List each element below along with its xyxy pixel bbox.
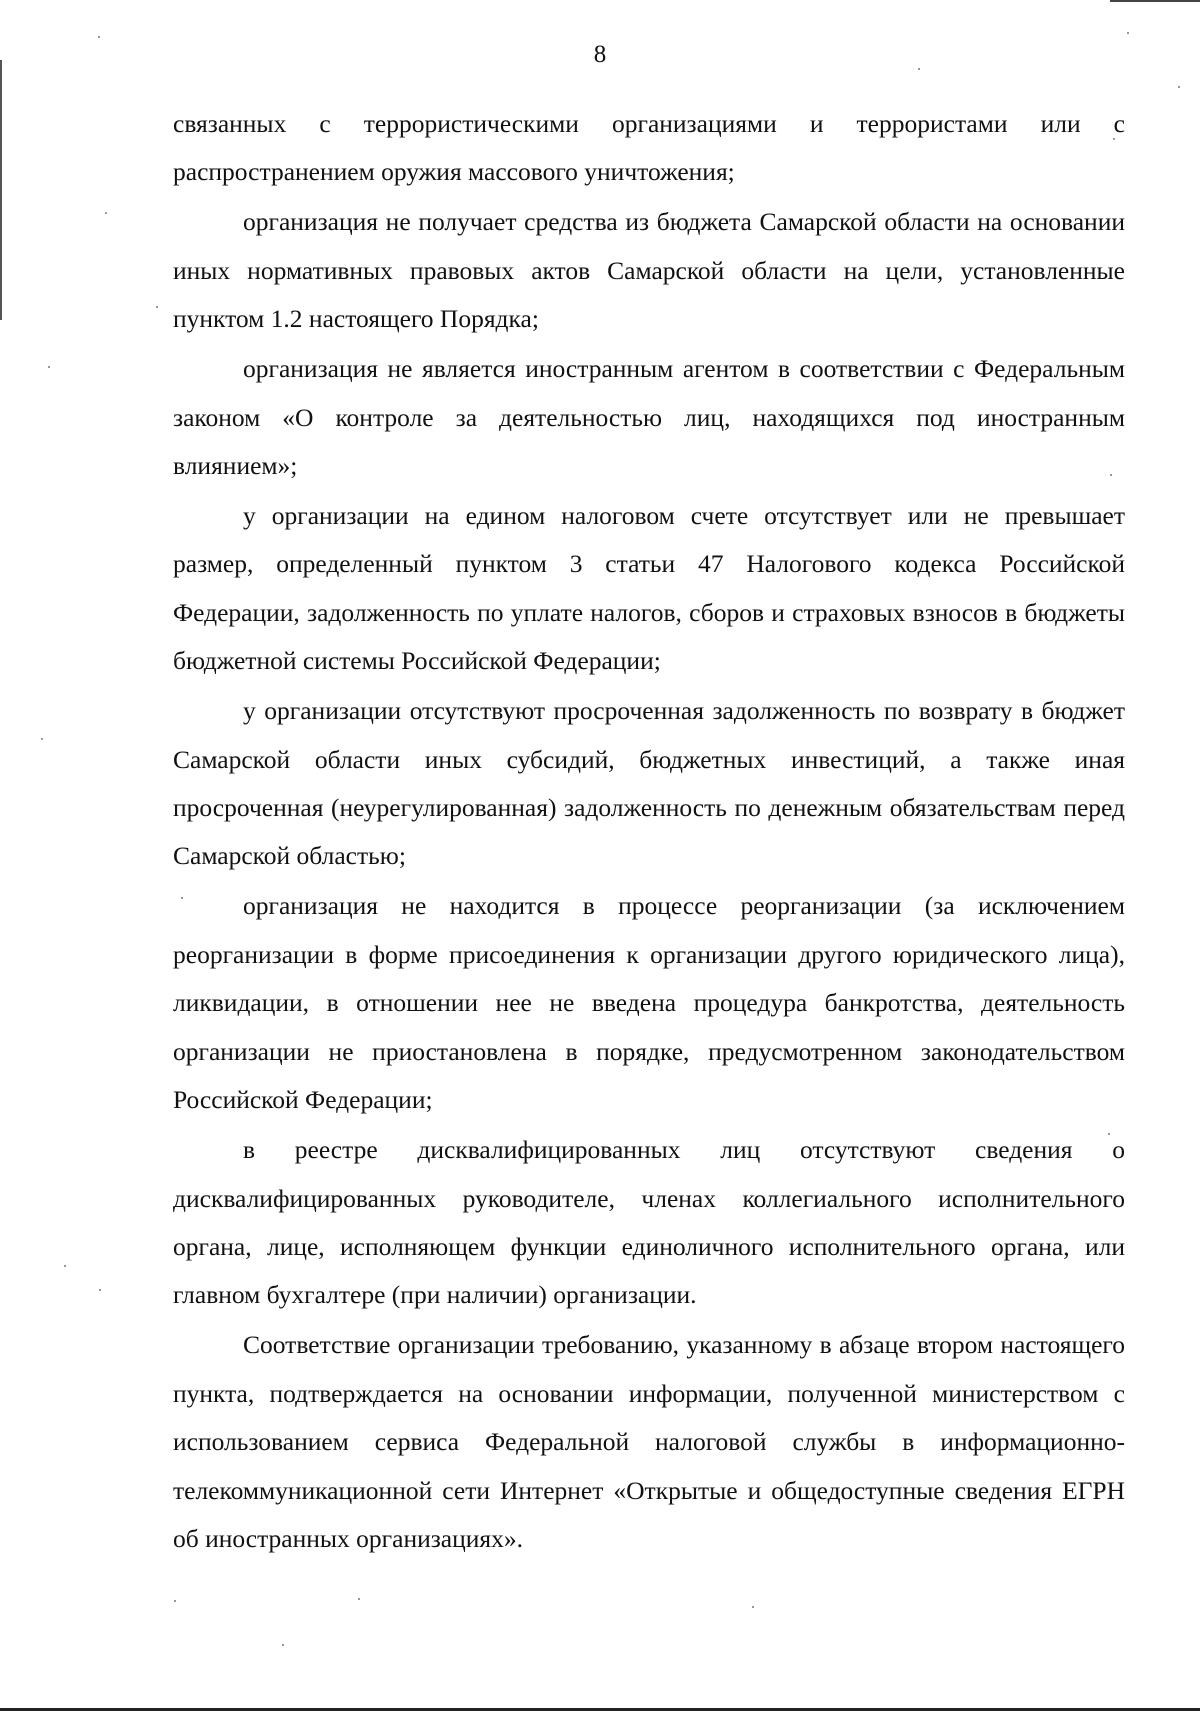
scan-speck bbox=[64, 1265, 66, 1267]
page-number: 8 bbox=[593, 41, 607, 68]
scan-edge-mark bbox=[1110, 0, 1200, 2]
scan-speck bbox=[1178, 86, 1180, 88]
scan-speck bbox=[48, 366, 50, 368]
scan-speck bbox=[181, 897, 183, 899]
scan-speck bbox=[99, 1289, 101, 1291]
scan-speck bbox=[105, 212, 107, 214]
paragraph: у организации отсутствуют просроченная задолженность по возврату в бюджет Самарской области иных субсидий, бюджетных инвестиций, а также иная просроченная (неурегулированная) задолженность по денежным обязательствам перед Самарской областью; bbox=[173, 696, 1125, 871]
scan-edge-mark bbox=[0, 60, 2, 320]
scan-speck bbox=[1110, 474, 1112, 476]
paragraph: организация не получает средства из бюджета Самарской области на основании иных нормативных правовых актов Самарской области на цели, установленные пунктом 1.2 настоящего Порядка; bbox=[173, 207, 1125, 334]
paragraph: связанных с террористическими организациями и террористами или с распространением оружия массового уничтожения; bbox=[173, 109, 1125, 187]
scan-speck bbox=[282, 1644, 284, 1646]
scan-speck bbox=[918, 68, 920, 70]
document-body bbox=[173, 100, 1125, 1565]
scan-speck bbox=[1127, 32, 1129, 34]
paragraph: Соответствие организации требованию, указанному в абзаце втором настоящего пункта, подтверждается на основании информации, полученной министерством с использованием сервиса Федеральной налоговой службы в информационно-телекоммуникационной сети Интернет «Открытые и общедоступные сведения ЕГРН об иностранных организациях». bbox=[173, 1330, 1125, 1553]
paragraph: у организации на едином налоговом счете отсутствует или не превышает размер, определенный пунктом 3 статьи 47 Налогового кодекса Российской Федерации, задолженность по уплате налогов, сборов и страховых взносов в бюджеты бюджетной системы Российской Федерации; bbox=[173, 501, 1125, 676]
scan-speck bbox=[41, 738, 43, 740]
scan-speck bbox=[1108, 1133, 1110, 1135]
paragraph: организация не является иностранным агентом в соответствии с Федеральным законом «О контроле за деятельностью лиц, находящихся под иностранным влиянием»; bbox=[173, 354, 1125, 481]
scan-speck bbox=[1113, 138, 1115, 140]
scan-speck bbox=[174, 1600, 176, 1602]
paragraph: в реестре дисквалифицированных лиц отсутствуют сведения о дисквалифицированных руководителе, членах коллегиального исполнительного органа, лице, исполняющем функции единоличного исполнительного органа, или главном бухгалтере (при наличии) организации. bbox=[173, 1135, 1125, 1310]
scan-speck bbox=[156, 306, 158, 308]
scan-speck bbox=[98, 36, 100, 38]
scan-speck bbox=[358, 1598, 360, 1600]
paragraph: организация не находится в процессе реорганизации (за исключением реорганизации в форме присоединения к организации другого юридического лица), ликвидации, в отношении нее не введена процедура банкротства, деятельность организации не приостановлена в порядке, предусмотренном законодательством Российской Федерации; bbox=[173, 891, 1125, 1115]
scan-speck bbox=[752, 1606, 754, 1608]
